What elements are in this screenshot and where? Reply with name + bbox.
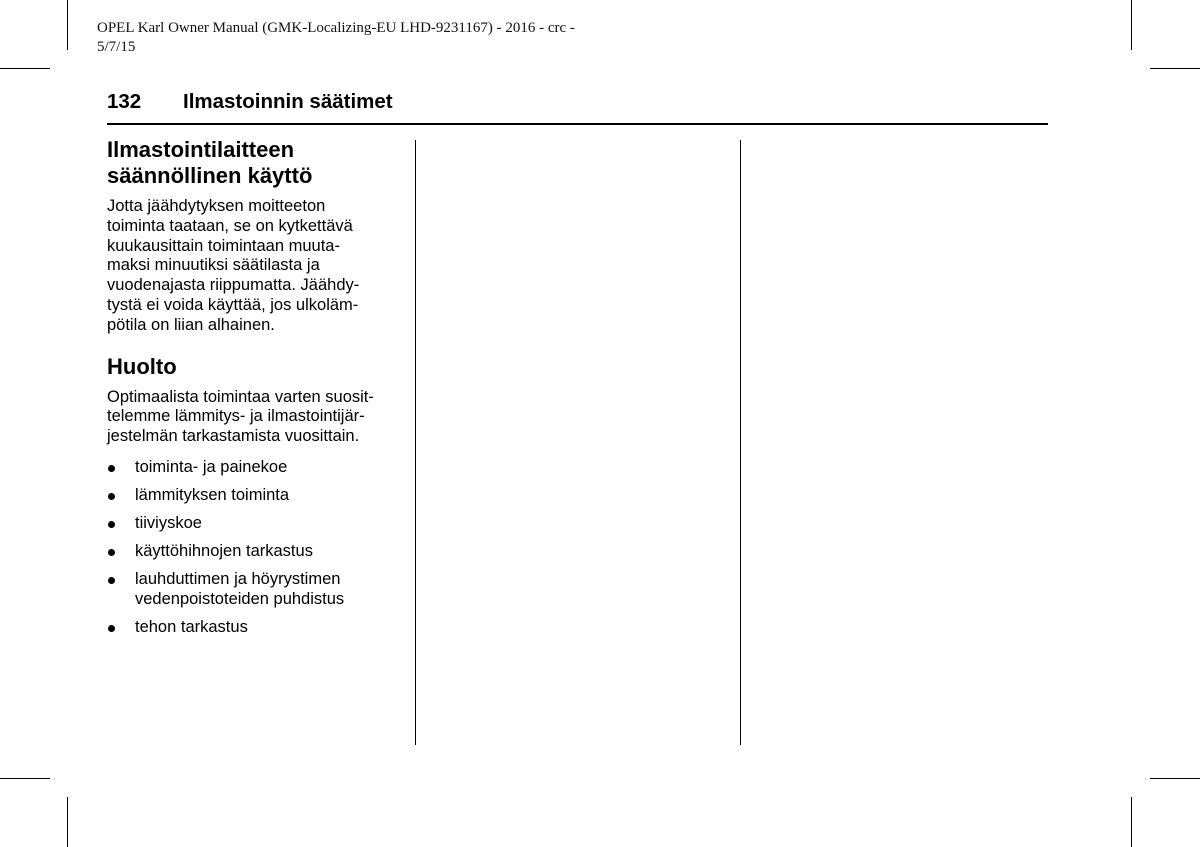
- column-divider: [740, 140, 741, 745]
- meta-line: 5/7/15: [97, 39, 136, 55]
- list-item-text: toiminta- ja painekoe: [135, 457, 288, 476]
- list-item: [107, 486, 407, 506]
- page-number: 132: [107, 90, 142, 113]
- crop-mark: [0, 68, 50, 69]
- section-heading: [107, 137, 407, 189]
- header-rule: [107, 123, 1048, 125]
- text-line: Optimaalista toimintaa varten suosit-: [107, 387, 374, 406]
- crop-mark: [1150, 68, 1200, 69]
- chapter-title: Ilmastoinnin säätimet: [183, 90, 393, 113]
- bullet-icon: [108, 521, 115, 528]
- text-line: vuodenajasta riippumatta. Jäähdy-: [107, 276, 360, 295]
- meta-line: OPEL Karl Owner Manual (GMK-Localizing-EU LHD-9231167) - 2016 - crc -: [97, 20, 575, 36]
- bullet-list: [107, 458, 407, 638]
- paragraph: [107, 197, 407, 336]
- bullet-icon: [108, 493, 115, 500]
- list-item-text: tiiviyskoe: [135, 513, 202, 532]
- bullet-icon: [108, 465, 115, 472]
- list-item: [107, 542, 407, 562]
- section-heading: Huolto: [107, 353, 177, 379]
- text-line: Jotta jäähdytyksen moitteeton: [107, 197, 326, 215]
- text-line: maksi minuutiksi säätilasta ja: [107, 256, 320, 275]
- running-head: [107, 89, 393, 115]
- text-line: toiminta taataan, se on kytkettävä: [107, 216, 353, 235]
- bullet-icon: [108, 577, 115, 584]
- list-item-text: lauhduttimen ja höyrystimen: [135, 569, 341, 588]
- crop-mark: [1131, 797, 1132, 847]
- list-item-text: lämmityksen toiminta: [135, 485, 290, 504]
- column-left: [107, 137, 407, 646]
- list-item: [107, 514, 407, 534]
- document-meta: [97, 19, 575, 57]
- crop-mark: [0, 778, 50, 779]
- list-item-text: käyttöhihnojen tarkastus: [135, 541, 313, 560]
- crop-mark: [1131, 0, 1132, 50]
- list-item-text: vedenpoistoteiden puhdistus: [135, 589, 345, 608]
- bullet-icon: [108, 625, 115, 632]
- bullet-icon: [108, 549, 115, 556]
- crop-mark: [67, 0, 68, 50]
- text-line: jestelmän tarkastamista vuosittain.: [107, 427, 360, 446]
- crop-mark: [1150, 778, 1200, 779]
- text-line: kuukausittain toimintaan muuta-: [107, 236, 340, 255]
- text-line: pötila on liian alhainen.: [107, 315, 275, 334]
- text-line: telemme lämmitys- ja ilmastointijär-: [107, 407, 365, 426]
- crop-mark: [67, 797, 68, 847]
- text-line: tystä ei voida käyttää, jos ulkoläm-: [107, 295, 359, 314]
- column-divider: [415, 140, 416, 745]
- list-item-text: tehon tarkastus: [135, 617, 248, 636]
- list-item: [107, 618, 407, 638]
- heading-line: Ilmastointilaitteen: [107, 137, 295, 162]
- list-item: [107, 458, 407, 478]
- heading-line: säännöllinen käyttö: [107, 163, 313, 188]
- paragraph: [107, 388, 407, 447]
- list-item: [107, 570, 407, 610]
